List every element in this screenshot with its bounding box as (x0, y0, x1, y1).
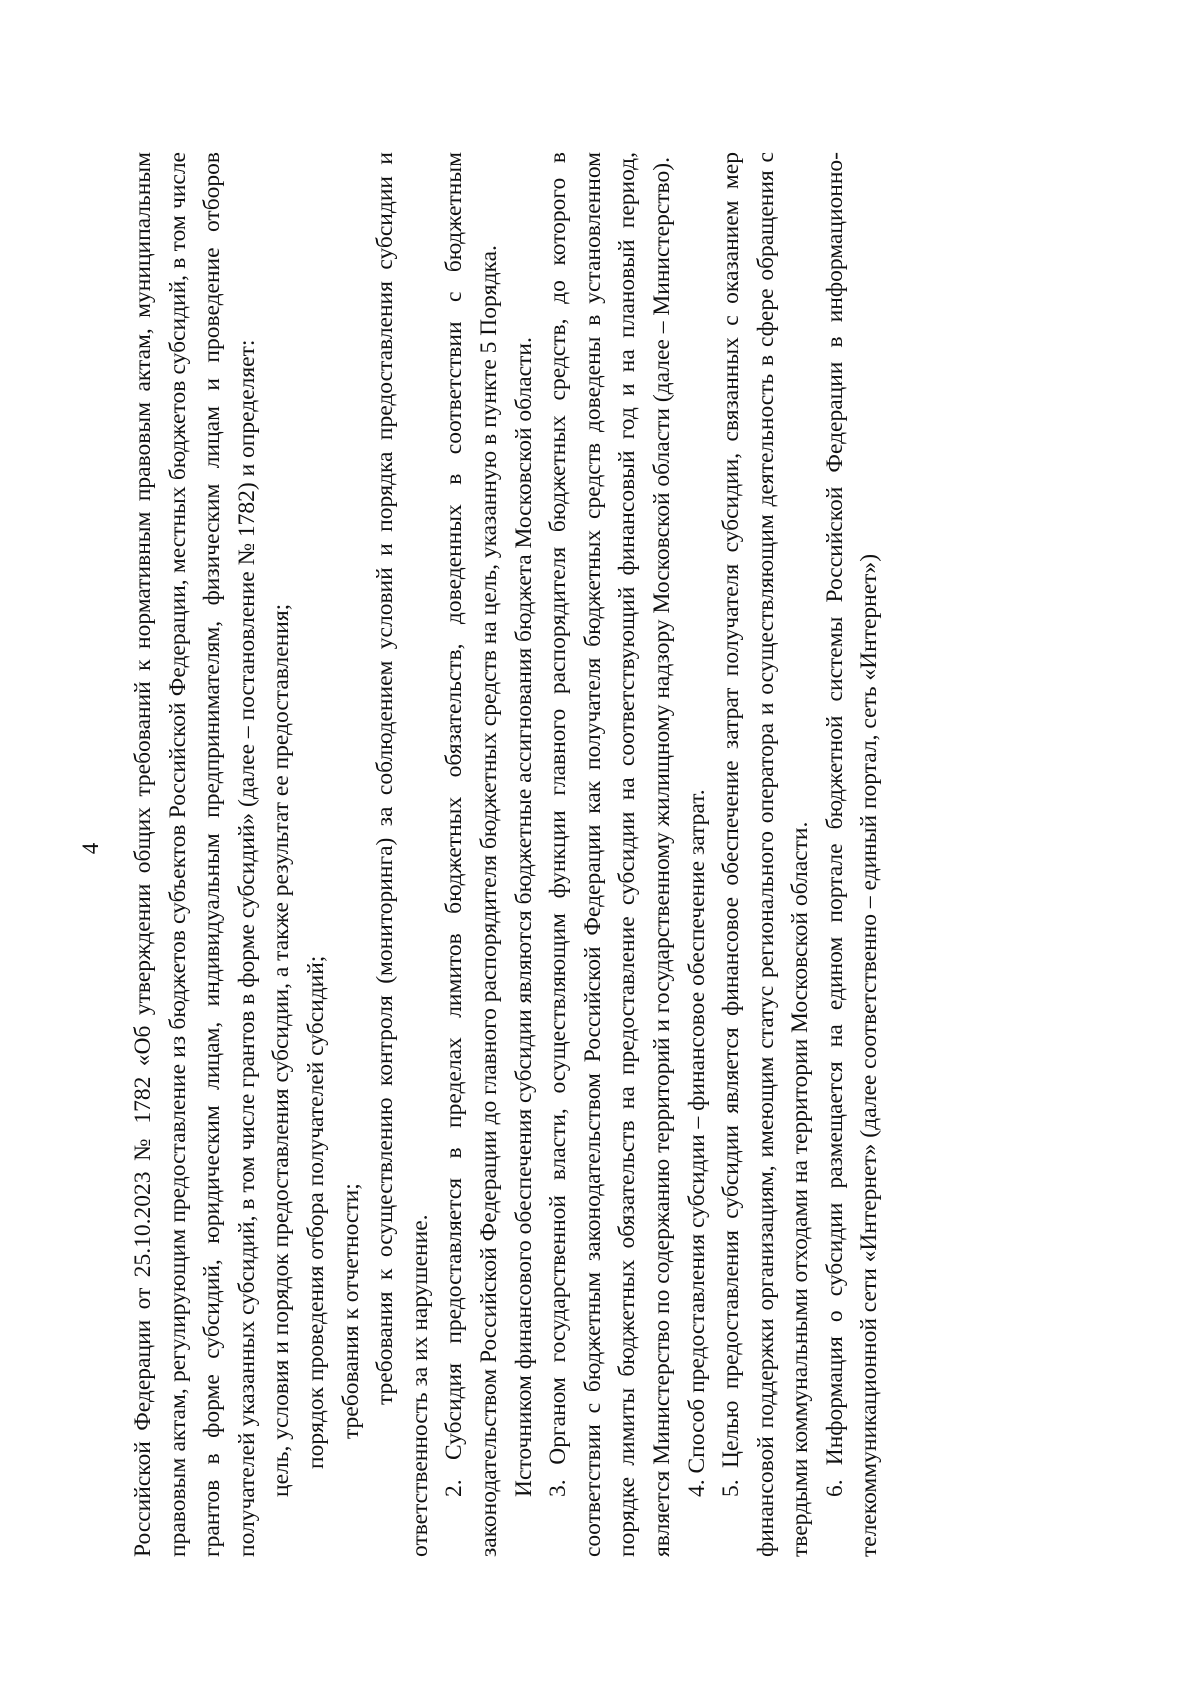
document-body (126, 152, 887, 1557)
paragraph: порядок проведения отбора получателей субсидий; (302, 955, 329, 1469)
paragraph: 5. Целью предоставления субсидии является финансовое обеспечение затрат получателя субсидии, связанных с оказанием мер финансовой поддержки организациям, имеющим статус регионального оператора и осуществляющим деятельность в сфере обращения с твердыми коммунальными отходами на территории Московской области. (718, 152, 814, 1557)
paragraph: цель, условия и порядок предоставления субсидии, а также результат ее предоставления; (268, 603, 295, 1497)
paragraph: требования к осуществлению контроля (мониторинга) за соблюдением условий и порядка предоставления субсидии и ответственность за их нарушение. (372, 152, 433, 1557)
paragraph: 4. Способ предоставления субсидии – финансовое обеспечение затрат. (683, 789, 710, 1497)
paragraph: Источником финансового обеспечения субсидии являются бюджетные ассигнования бюджета Московской области. (510, 337, 537, 1497)
paragraph: 3. Органом государственной власти, осуществляющим функции главного распорядителя бюджетных средств, до которого в соответствии с бюджетным законодательством Российской Федерации как получателя бюджетных средств доведены в установленном порядке лимиты бюджетных обязательств на предоставление субсидии на соответствующий финансовый год и на плановый период, является Министерство по содержанию территорий и государственному жилищному надзору Московской области (далее – Министерство). (545, 152, 675, 1557)
page-number: 4 (78, 842, 103, 855)
paragraph: 2. Субсидия предоставляется в пределах лимитов бюджетных обязательств, доведенных в соответствии с бюджетным законодательством Российской Федерации до главного распорядителя бюджетных средств на цель, указанную в пункте 5 Порядка. (441, 152, 502, 1557)
paragraph: Российской Федерации от 25.10.2023 № 1782 «Об утверждении общих требований к нормативным правовым актам, муниципальным правовым актам, регулирующим предоставление из бюджетов субъектов Российской Федерации, местных бюджетов субсидий, в том числе грантов в форме субсидий, юридическим лицам, индивидуальным предпринимателям, физическим лицам и проведение отборов получателей указанных субсидий, в том числе грантов в форме субсидий» (далее – постановление № 1782) и определяет: (130, 152, 260, 1557)
paragraph: требования к отчетности; (337, 1183, 364, 1439)
paragraph: 6. Информация о субсидии размещается на едином портале бюджетной системы Российской Федерации в информационно-телекоммуникационной сети «Интернет» (далее соответственно – единый портал, сеть «Интернет») (821, 152, 883, 1557)
